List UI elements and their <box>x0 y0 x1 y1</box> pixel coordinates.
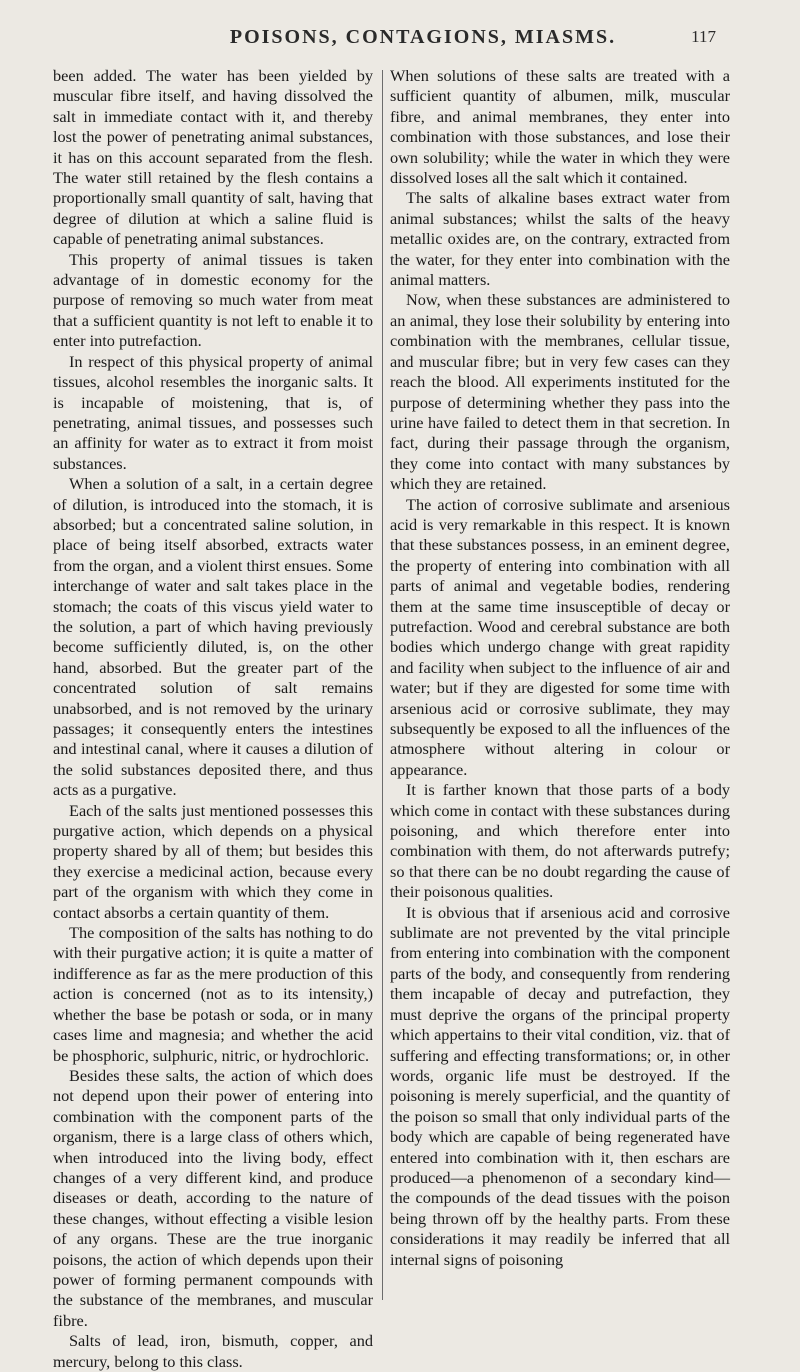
paragraph: When a solution of a salt, in a certain degree of dilution, is introduced into the stomach, it is absorbed; but a concentrated saline solution, in place of being itself absorbed, extracts water from the organ, and a violent thirst ensues. Some interchange of water and salt takes place in the stomach; the coats of this viscus yield water to the solution, a part of which having previously become sufficiently diluted, is, on the other hand, absorbed. But the greater part of the concentrated solution of salt remains unabsorbed, and is not removed by the urinary passages; it consequently enters the intestines and intestinal canal, where it causes a dilution of the solid substances deposited there, and thus acts as a purgative. <box>53 474 373 800</box>
column-divider <box>382 70 383 1300</box>
running-title: POISONS, CONTAGIONS, MIASMS. <box>229 26 617 48</box>
left-column <box>53 66 373 1371</box>
paragraph: The action of corrosive sublimate and arsenious acid is very remarkable in this respect. It is known that these substances possess, in an eminent degree, the property of entering into combination with all parts of animal and vegetable bodies, rendering them at the same time insusceptible of decay or putrefaction. Wood and cerebral substance are both bodies which undergo change with great rapidity and facility when subject to the influence of air and water; but if they are digested for some time with arsenious acid or corrosive sublimate, they may subsequently be exposed to all the influences of the atmosphere without altering in colour or appearance. <box>390 494 730 779</box>
page-header <box>130 26 716 52</box>
paragraph: It is farther known that those parts of a body which come in contact with these substances during poisoning, and which therefore enter into combination with them, do not afterwards putrefy; so that there can be no doubt regarding the cause of their poisonous qualities. <box>390 780 730 902</box>
paragraph: It is obvious that if arsenious acid and corrosive sublimate are not prevented by the vital principle from entering into combination with the component parts of the body, and consequently from rendering them incapable of decay and putrefaction, they must deprive the organs of the principal property which appertains to their vital condition, viz. that of suffering and effecting transformations; or, in other words, organic life must be destroyed. If the poisoning is merely superficial, and the quantity of the poison so small that only individual parts of the body which are capable of being regenerated have entered into combination with it, then eschars are produced—a phenomenon of a secondary kind—the compounds of the dead tissues with the poison being thrown off by the healthy parts. From these considerations it may readily be inferred that all internal signs of poisoning <box>390 902 730 1269</box>
paragraph: Each of the salts just mentioned possesses this purgative action, which depends on a physical property shared by all of them; but besides this they exercise a medicinal action, because every part of the organism with which they come in contact absorbs a certain quantity of them. <box>53 800 373 922</box>
paragraph: In respect of this physical property of animal tissues, alcohol resembles the inorganic salts. It is incapable of moistening, that is, of penetrating, animal tissues, and possesses such an affinity for water as to extract it from moist substances. <box>53 351 373 473</box>
page-number: 117 <box>691 27 716 46</box>
paragraph: Now, when these substances are administered to an animal, they lose their solubility by entering into combination with the membranes, cellular tissue, and muscular fibre; but in very few cases can they reach the blood. All experiments instituted for the purpose of determining whether they pass into the urine have failed to detect them in that secretion. In fact, during their passage through the organism, they come into contact with many substances by which they are retained. <box>390 290 730 494</box>
paragraph: The composition of the salts has nothing to do with their purgative action; it is quite a matter of indifference as far as the mere production of this action is concerned (not as to its intensity,) whether the base be potash or soda, or in many cases lime and magnesia; and whether the acid be phosphoric, sulphuric, nitric, or hydrochloric. <box>53 923 373 1065</box>
paragraph: This property of animal tissues is taken advantage of in domestic economy for the purpose of removing so much water from meat that a sufficient quantity is not left to enable it to enter into putrefaction. <box>53 249 373 351</box>
paragraph: The salts of alkaline bases extract water from animal substances; whilst the salts of the heavy metallic oxides are, on the contrary, extracted from the water, for they enter into combination with the animal matters. <box>390 188 730 290</box>
paragraph: When solutions of these salts are treated with a sufficient quantity of albumen, milk, muscular fibre, and animal membranes, they enter into combination with those substances, and lose their own solubility; while the water in which they were dissolved loses all the salt which it contained. <box>390 66 730 188</box>
paragraph: Besides these salts, the action of which does not depend upon their power of entering into combination with the component parts of the organism, there is a large class of others which, when introduced into the living body, effect changes of a very different kind, and produce diseases or death, according to the nature of these changes, without effecting a visible lesion of any organs. These are the true inorganic poisons, the action of which depends upon their power of forming permanent compounds with the substance of the membranes, and muscular fibre. <box>53 1065 373 1330</box>
right-column <box>390 66 730 1306</box>
paragraph: Salts of lead, iron, bismuth, copper, and mercury, belong to this class. <box>53 1331 373 1371</box>
paragraph: been added. The water has been yielded by muscular fibre itself, and having dissolved the salt in immediate contact with it, and thereby lost the power of penetrating animal substances, it has on this account separated from the flesh. The water still retained by the flesh contains a proportionally small quantity of salt, having that degree of dilution at which a saline fluid is capable of penetrating animal substances. <box>53 66 373 249</box>
